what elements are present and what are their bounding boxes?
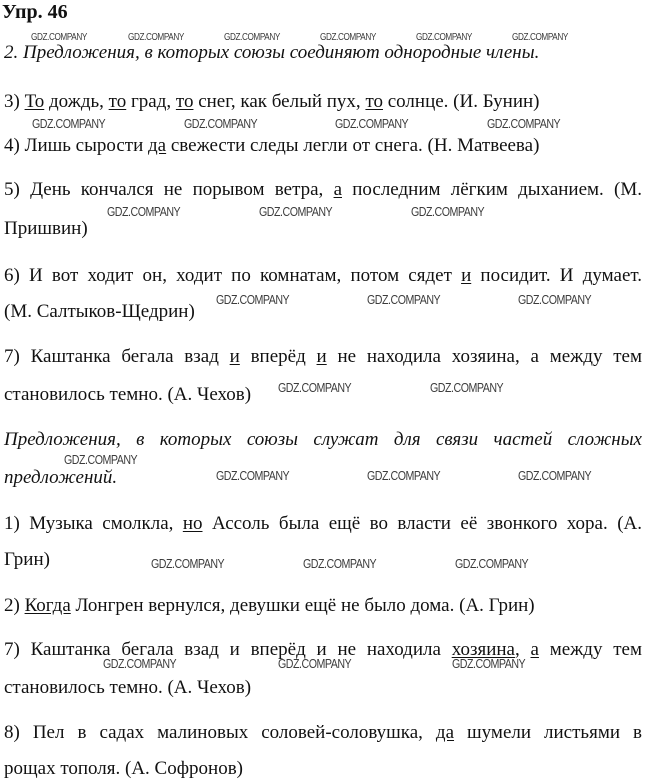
- watermark: GDZ.COMPANY: [32, 116, 106, 131]
- watermark: GDZ.COMPANY: [455, 556, 529, 571]
- watermark: GDZ.COMPANY: [335, 116, 409, 131]
- watermark: GDZ.COMPANY: [64, 452, 138, 467]
- section-heading-homogeneous: 2. Предложения, в которых союзы соединяют однородные члены.: [4, 42, 540, 63]
- sentence-6: 6) И вот ходит он, ходит по комнатам, потом сядет и посидит. И думает.: [4, 265, 642, 286]
- complex-sentence-8: 8) Пел в садах малиновых соловей-соловушка, да шумели листьями в: [4, 722, 642, 743]
- section-heading-complex-cont: предложений.: [4, 467, 118, 488]
- watermark: GDZ.COMPANY: [320, 32, 376, 43]
- watermark: GDZ.COMPANY: [259, 204, 333, 219]
- watermark: GDZ.COMPANY: [518, 292, 592, 307]
- watermark: GDZ.COMPANY: [103, 656, 177, 671]
- watermark: GDZ.COMPANY: [512, 32, 568, 43]
- watermark: GDZ.COMPANY: [224, 32, 280, 43]
- sentence-6-cont: (М. Салтыков-Щедрин): [4, 301, 195, 322]
- sentence-4: 4) Лишь сырости да свежести следы легли от снега. (Н. Матвеева): [4, 135, 540, 156]
- watermark: GDZ.COMPANY: [487, 116, 561, 131]
- watermark: GDZ.COMPANY: [367, 468, 441, 483]
- watermark: GDZ.COMPANY: [518, 468, 592, 483]
- watermark: GDZ.COMPANY: [278, 380, 352, 395]
- watermark: GDZ.COMPANY: [430, 380, 504, 395]
- watermark: GDZ.COMPANY: [216, 292, 290, 307]
- watermark: GDZ.COMPANY: [278, 656, 352, 671]
- sentence-3: 3) То дождь, то град, то снег, как белый пух, то солнце. (И. Бунин): [4, 91, 540, 112]
- sentence-5-cont: Пришвин): [4, 218, 88, 239]
- complex-sentence-1: 1) Музыка смолкла, но Ассоль была ещё во власти её звонкого хора. (А.: [4, 513, 642, 534]
- watermark: GDZ.COMPANY: [367, 292, 441, 307]
- watermark: GDZ.COMPANY: [452, 656, 526, 671]
- section-heading-complex: Предложения, в которых союзы служат для связи частей сложных: [4, 429, 642, 450]
- watermark: GDZ.COMPANY: [151, 556, 225, 571]
- complex-sentence-8-cont: рощах тополя. (А. Софронов): [4, 758, 244, 779]
- complex-sentence-1-cont: Грин): [4, 549, 50, 570]
- watermark: GDZ.COMPANY: [31, 32, 87, 43]
- sentence-5: 5) День кончался не порывом ветра, а последним лёгким дыханием. (М.: [4, 179, 643, 200]
- watermark: GDZ.COMPANY: [184, 116, 258, 131]
- complex-sentence-7-cont: становилось темно. (А. Чехов): [4, 677, 252, 698]
- sentence-7: 7) Каштанка бегала взад и вперёд и не находила хозяина, а между тем: [4, 346, 642, 367]
- exercise-title: Упр. 46: [2, 1, 68, 23]
- sentence-7-cont: становилось темно. (А. Чехов): [4, 384, 252, 405]
- watermark: GDZ.COMPANY: [303, 556, 377, 571]
- watermark: GDZ.COMPANY: [416, 32, 472, 43]
- watermark: GDZ.COMPANY: [411, 204, 485, 219]
- watermark: GDZ.COMPANY: [216, 468, 290, 483]
- watermark: GDZ.COMPANY: [128, 32, 184, 43]
- complex-sentence-7: 7) Каштанка бегала взад и вперёд и не находила хозяина, а между тем: [4, 639, 643, 660]
- watermark: GDZ.COMPANY: [107, 204, 181, 219]
- complex-sentence-2: 2) Когда Лонгрен вернулся, девушки ещё не было дома. (А. Грин): [4, 595, 535, 616]
